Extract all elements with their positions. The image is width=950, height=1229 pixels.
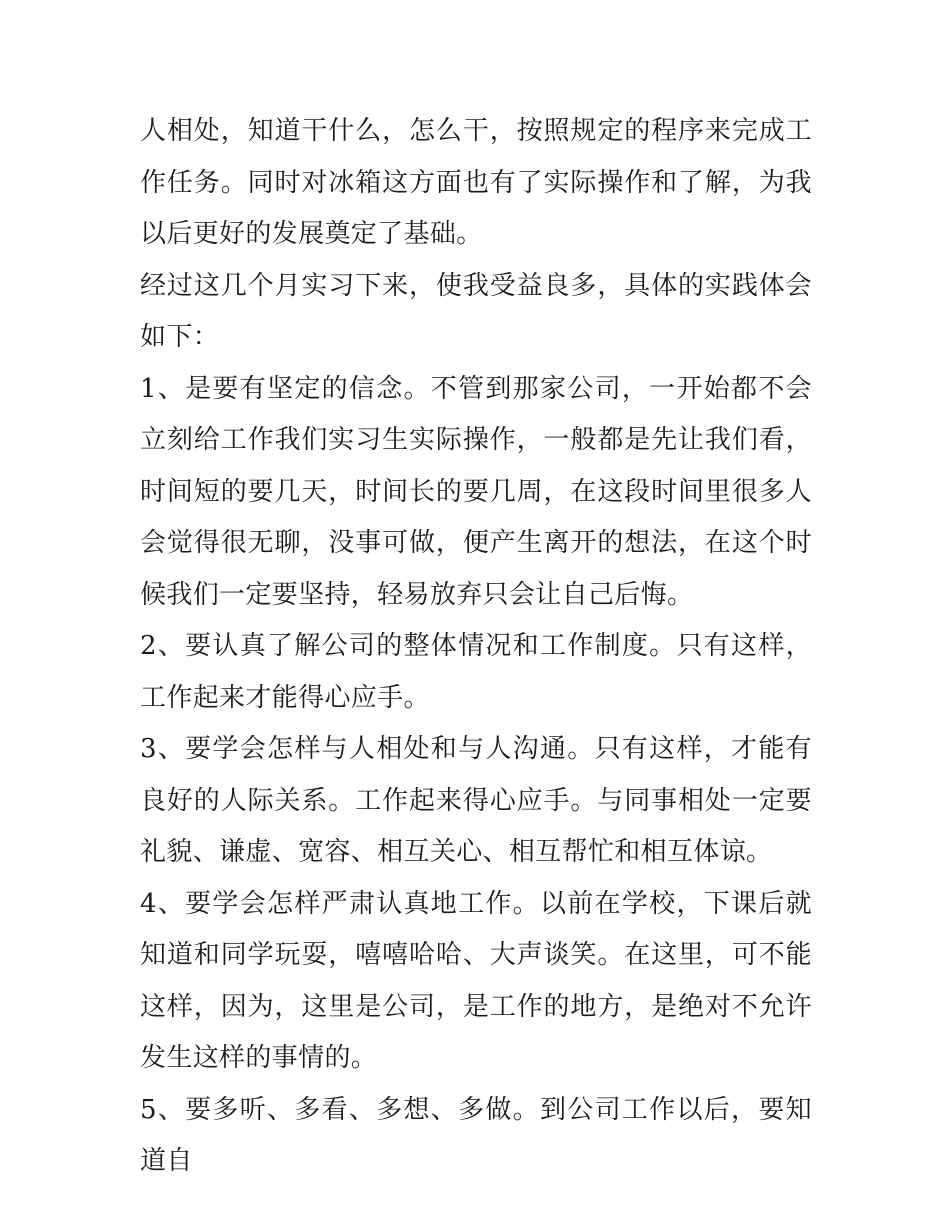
paragraph-summary: 经过这几个月实习下来，使我受益良多，具体的实践体会如下： <box>140 270 812 352</box>
paragraph-point-4: 4、要学会怎样严肃认真地工作。以前在学校，下课后就知道和同学玩耍，嘻嘻哈哈、大声谈笑。在这里，可不能这样，因为，这里是公司，是工作的地方，是绝对不允许发生这样的事情的。 <box>140 888 812 1073</box>
paragraph-point-3: 3、要学会怎样与人相处和与人沟通。只有这样，才能有良好的人际关系。工作起来得心应手。与同事相处一定要礼貌、谦虚、宽容、相互关心、相互帮忙和相互体谅。 <box>140 734 812 867</box>
paragraph-point-1: 1、是要有坚定的信念。不管到那家公司，一开始都不会立刻给工作我们实习生实际操作，一般都是先让我们看，时间短的要几天，时间长的要几周，在这段时间里很多人会觉得很无聊，没事可做，便产生离开的想法，在这个时候我们一定要坚持，轻易放弃只会让自己后悔。 <box>140 373 812 610</box>
paragraph-intro-continuation: 人相处，知道干什么，怎么干，按照规定的程序来完成工作任务。同时对冰箱这方面也有了实际操作和了解，为我以后更好的发展奠定了基础。 <box>140 116 812 249</box>
paragraph-point-2: 2、要认真了解公司的整体情况和工作制度。只有这样，工作起来才能得心应手。 <box>140 631 812 713</box>
document-body <box>140 106 812 1188</box>
paragraph-point-5: 5、要多听、多看、多想、多做。到公司工作以后，要知道自 <box>140 1094 812 1176</box>
